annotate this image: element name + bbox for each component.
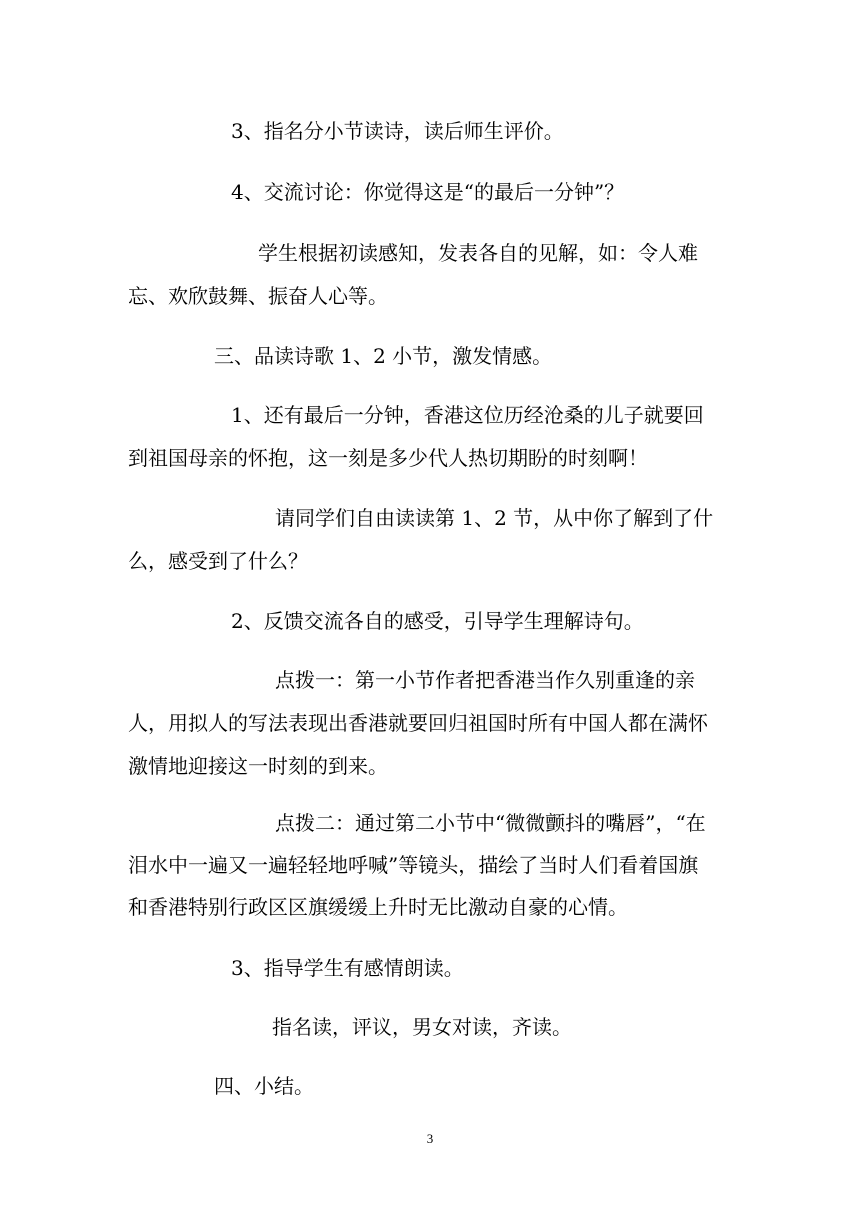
paragraph-line: 和香港特别行政区区旗缓缓上升时无比激动自豪的心情。 — [128, 895, 628, 919]
paragraph-line: 2、反馈交流各自的感受，引导学生理解诗句。 — [231, 609, 644, 633]
paragraph-line: 点拨一：第一小节作者把香港当作久别重逢的亲 — [275, 668, 695, 692]
paragraph-line: 泪水中一遍又一遍轻轻地呼喊”等镜头，描绘了当时人们看着国旗 — [128, 853, 699, 877]
paragraph-line: 么，感受到了什么？ — [128, 549, 308, 573]
paragraph-line: 3、指名分小节读诗，读后师生评价。 — [231, 119, 564, 143]
paragraph-line: 请同学们自由读读第 1、2 节，从中你了解到了什 — [275, 506, 714, 530]
paragraph-line: 4、交流讨论：你觉得这是“的最后一分钟”？ — [231, 180, 625, 204]
paragraph-line: 点拨二：通过第二小节中“微微颤抖的嘴唇”，“在 — [275, 811, 706, 835]
paragraph-line: 三、品读诗歌 1、2 小节，激发情感。 — [214, 344, 553, 368]
paragraph-line: 3、指导学生有感情朗读。 — [231, 956, 464, 980]
paragraph-line: 学生根据初读感知，发表各自的见解，如：令人难 — [258, 241, 698, 265]
page-number: 3 — [426, 1131, 434, 1146]
paragraph-line: 1、还有最后一分钟，香港这位历经沧桑的儿子就要回 — [231, 403, 704, 427]
paragraph-line: 激情地迎接这一时刻的到来。 — [128, 754, 388, 778]
paragraph-line: 四、小结。 — [214, 1074, 314, 1098]
paragraph-line: 忘、欢欣鼓舞、振奋人心等。 — [128, 284, 388, 308]
paragraph-line: 指名读，评议，男女对读，齐读。 — [272, 1015, 572, 1039]
paragraph-line: 人，用拟人的写法表现出香港就要回归祖国时所有中国人都在满怀 — [128, 711, 708, 735]
paragraph-line: 到祖国母亲的怀抱，这一刻是多少代人热切期盼的时刻啊！ — [128, 446, 648, 470]
